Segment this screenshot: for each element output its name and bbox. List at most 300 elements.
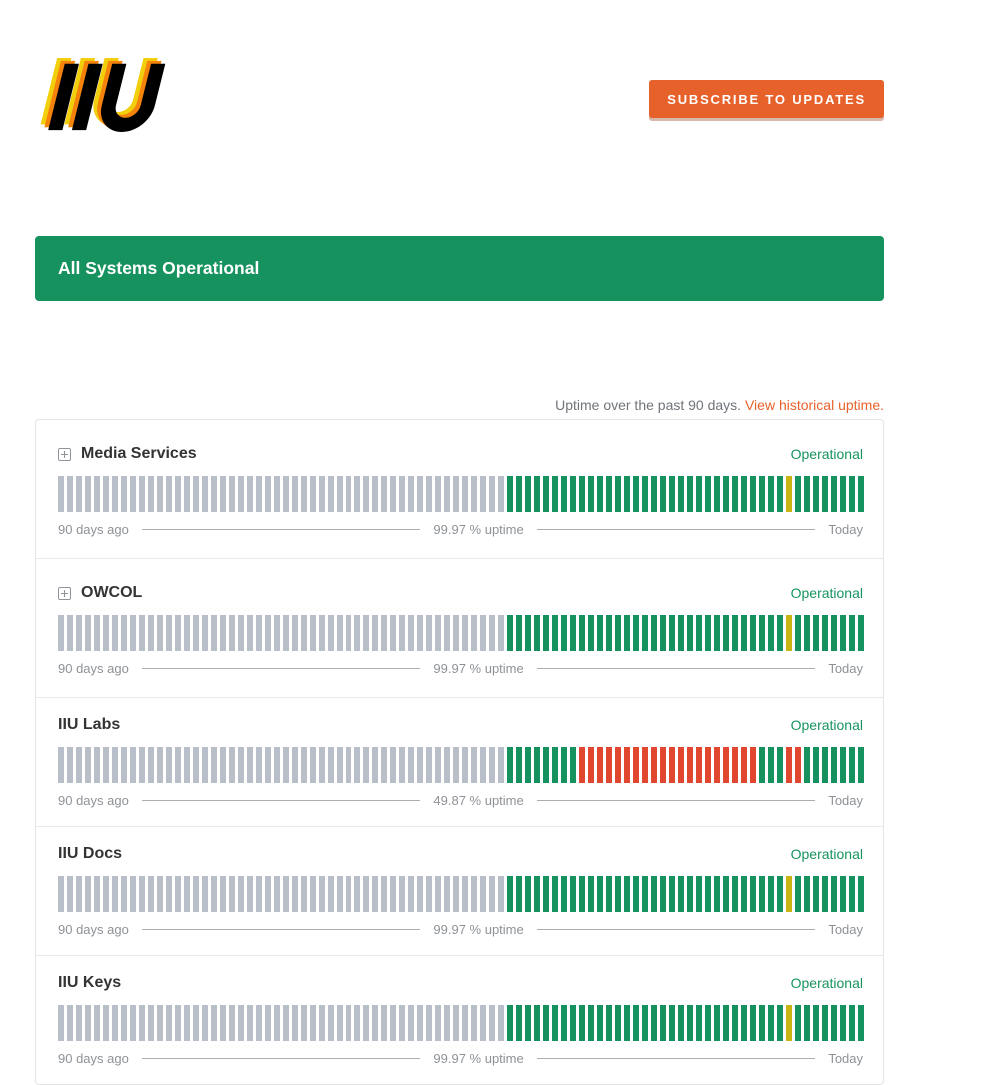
uptime-day-bar[interactable]: [337, 1005, 343, 1041]
uptime-day-bar[interactable]: [597, 615, 603, 651]
uptime-day-bar[interactable]: [346, 876, 352, 912]
uptime-day-bar[interactable]: [822, 476, 828, 512]
uptime-day-bar[interactable]: [525, 747, 531, 783]
uptime-day-bar[interactable]: [444, 615, 450, 651]
uptime-day-bar[interactable]: [193, 615, 199, 651]
uptime-day-bar[interactable]: [453, 476, 459, 512]
uptime-day-bar[interactable]: [67, 476, 73, 512]
uptime-day-bar[interactable]: [426, 1005, 432, 1041]
uptime-day-bar[interactable]: [103, 747, 109, 783]
uptime-day-bar[interactable]: [130, 876, 136, 912]
uptime-day-bar[interactable]: [615, 876, 621, 912]
uptime-day-bar[interactable]: [858, 1005, 864, 1041]
uptime-day-bar[interactable]: [561, 615, 567, 651]
uptime-day-bar[interactable]: [849, 476, 855, 512]
uptime-day-bar[interactable]: [714, 615, 720, 651]
uptime-day-bar[interactable]: [417, 876, 423, 912]
uptime-day-bar[interactable]: [777, 747, 783, 783]
uptime-day-bar[interactable]: [328, 476, 334, 512]
uptime-day-bar[interactable]: [606, 1005, 612, 1041]
uptime-day-bar[interactable]: [220, 1005, 226, 1041]
uptime-day-bar[interactable]: [408, 476, 414, 512]
uptime-day-bar[interactable]: [112, 1005, 118, 1041]
uptime-day-bar[interactable]: [301, 476, 307, 512]
uptime-day-bar[interactable]: [292, 747, 298, 783]
uptime-day-bar[interactable]: [498, 747, 504, 783]
uptime-day-bar[interactable]: [840, 1005, 846, 1041]
uptime-day-bar[interactable]: [831, 876, 837, 912]
uptime-day-bar[interactable]: [543, 1005, 549, 1041]
uptime-day-bar[interactable]: [103, 1005, 109, 1041]
uptime-day-bar[interactable]: [669, 876, 675, 912]
uptime-day-bar[interactable]: [121, 876, 127, 912]
uptime-day-bar[interactable]: [534, 1005, 540, 1041]
uptime-day-bar[interactable]: [750, 876, 756, 912]
uptime-day-bar[interactable]: [687, 747, 693, 783]
uptime-day-bar[interactable]: [732, 747, 738, 783]
uptime-day-bar[interactable]: [795, 1005, 801, 1041]
uptime-day-bar[interactable]: [435, 747, 441, 783]
uptime-day-bar[interactable]: [660, 1005, 666, 1041]
uptime-day-bar[interactable]: [319, 615, 325, 651]
uptime-day-bar[interactable]: [453, 1005, 459, 1041]
uptime-day-bar[interactable]: [319, 1005, 325, 1041]
uptime-day-bar[interactable]: [786, 476, 792, 512]
uptime-day-bar[interactable]: [58, 876, 64, 912]
uptime-day-bar[interactable]: [831, 1005, 837, 1041]
uptime-day-bar[interactable]: [858, 476, 864, 512]
uptime-day-bar[interactable]: [229, 876, 235, 912]
uptime-day-bar[interactable]: [696, 876, 702, 912]
uptime-day-bar[interactable]: [660, 476, 666, 512]
uptime-day-bar[interactable]: [426, 476, 432, 512]
uptime-day-bar[interactable]: [570, 615, 576, 651]
uptime-day-bar[interactable]: [58, 615, 64, 651]
uptime-day-bar[interactable]: [732, 876, 738, 912]
uptime-day-bar[interactable]: [597, 747, 603, 783]
uptime-day-bar[interactable]: [328, 747, 334, 783]
uptime-day-bar[interactable]: [381, 747, 387, 783]
uptime-day-bar[interactable]: [471, 476, 477, 512]
uptime-day-bar[interactable]: [202, 615, 208, 651]
uptime-day-bar[interactable]: [822, 747, 828, 783]
uptime-day-bar[interactable]: [678, 747, 684, 783]
uptime-day-bar[interactable]: [76, 615, 82, 651]
uptime-day-bar[interactable]: [489, 876, 495, 912]
uptime-day-bar[interactable]: [768, 615, 774, 651]
uptime-day-bar[interactable]: [139, 615, 145, 651]
uptime-day-bar[interactable]: [112, 876, 118, 912]
uptime-day-bar[interactable]: [705, 476, 711, 512]
uptime-day-bar[interactable]: [292, 876, 298, 912]
uptime-day-bar[interactable]: [274, 476, 280, 512]
uptime-day-bar[interactable]: [813, 1005, 819, 1041]
uptime-day-bar[interactable]: [166, 1005, 172, 1041]
uptime-day-bar[interactable]: [354, 476, 360, 512]
subscribe-to-updates-button[interactable]: SUBSCRIBE TO UPDATES: [649, 80, 884, 118]
uptime-day-bar[interactable]: [426, 747, 432, 783]
uptime-day-bar[interactable]: [705, 876, 711, 912]
uptime-day-bar[interactable]: [588, 876, 594, 912]
uptime-day-bar[interactable]: [103, 615, 109, 651]
uptime-day-bar[interactable]: [462, 1005, 468, 1041]
uptime-day-bar[interactable]: [175, 747, 181, 783]
uptime-day-bar[interactable]: [202, 876, 208, 912]
uptime-day-bar[interactable]: [381, 876, 387, 912]
uptime-day-bar[interactable]: [723, 876, 729, 912]
uptime-day-bar[interactable]: [723, 476, 729, 512]
uptime-day-bar[interactable]: [498, 876, 504, 912]
uptime-day-bar[interactable]: [417, 1005, 423, 1041]
uptime-day-bar[interactable]: [265, 1005, 271, 1041]
uptime-day-bar[interactable]: [283, 747, 289, 783]
uptime-day-bar[interactable]: [579, 476, 585, 512]
uptime-day-bar[interactable]: [561, 747, 567, 783]
uptime-day-bar[interactable]: [507, 876, 513, 912]
uptime-day-bar[interactable]: [498, 615, 504, 651]
uptime-day-bar[interactable]: [94, 876, 100, 912]
uptime-day-bar[interactable]: [354, 876, 360, 912]
uptime-day-bar[interactable]: [67, 615, 73, 651]
uptime-day-bar[interactable]: [292, 476, 298, 512]
uptime-day-bar[interactable]: [849, 876, 855, 912]
expand-plus-icon[interactable]: [58, 448, 71, 461]
uptime-day-bar[interactable]: [175, 476, 181, 512]
uptime-day-bar[interactable]: [579, 747, 585, 783]
uptime-day-bar[interactable]: [220, 876, 226, 912]
uptime-day-bar[interactable]: [193, 476, 199, 512]
uptime-day-bar[interactable]: [274, 876, 280, 912]
uptime-day-bar[interactable]: [337, 747, 343, 783]
uptime-day-bar[interactable]: [417, 747, 423, 783]
uptime-day-bar[interactable]: [283, 876, 289, 912]
uptime-day-bar[interactable]: [408, 747, 414, 783]
uptime-day-bar[interactable]: [301, 876, 307, 912]
uptime-day-bar[interactable]: [238, 615, 244, 651]
uptime-day-bar[interactable]: [274, 1005, 280, 1041]
uptime-day-bar[interactable]: [516, 1005, 522, 1041]
uptime-day-bar[interactable]: [714, 747, 720, 783]
uptime-day-bar[interactable]: [606, 747, 612, 783]
uptime-day-bar[interactable]: [633, 747, 639, 783]
uptime-day-bar[interactable]: [283, 615, 289, 651]
uptime-day-bar[interactable]: [633, 876, 639, 912]
uptime-day-bar[interactable]: [184, 876, 190, 912]
uptime-day-bar[interactable]: [750, 615, 756, 651]
uptime-day-bar[interactable]: [696, 747, 702, 783]
uptime-day-bar[interactable]: [58, 476, 64, 512]
uptime-day-bar[interactable]: [354, 747, 360, 783]
uptime-day-bar[interactable]: [534, 876, 540, 912]
uptime-day-bar[interactable]: [651, 1005, 657, 1041]
uptime-day-bar[interactable]: [813, 476, 819, 512]
uptime-day-bar[interactable]: [346, 476, 352, 512]
uptime-day-bar[interactable]: [175, 1005, 181, 1041]
uptime-day-bar[interactable]: [328, 1005, 334, 1041]
uptime-day-bar[interactable]: [319, 747, 325, 783]
uptime-day-bar[interactable]: [687, 476, 693, 512]
uptime-day-bar[interactable]: [229, 615, 235, 651]
uptime-day-bar[interactable]: [570, 1005, 576, 1041]
uptime-day-bar[interactable]: [175, 876, 181, 912]
uptime-day-bar[interactable]: [588, 476, 594, 512]
uptime-day-bar[interactable]: [705, 615, 711, 651]
uptime-day-bar[interactable]: [687, 876, 693, 912]
uptime-day-bar[interactable]: [669, 615, 675, 651]
uptime-day-bar[interactable]: [274, 615, 280, 651]
uptime-day-bar[interactable]: [804, 476, 810, 512]
uptime-day-bar[interactable]: [498, 1005, 504, 1041]
uptime-day-bar[interactable]: [265, 615, 271, 651]
uptime-day-bar[interactable]: [166, 876, 172, 912]
uptime-day-bar[interactable]: [660, 747, 666, 783]
uptime-day-bar[interactable]: [831, 747, 837, 783]
uptime-day-bar[interactable]: [202, 476, 208, 512]
view-historical-uptime-link[interactable]: View historical uptime.: [744, 397, 884, 413]
uptime-day-bar[interactable]: [732, 476, 738, 512]
uptime-day-bar[interactable]: [399, 747, 405, 783]
uptime-day-bar[interactable]: [768, 476, 774, 512]
uptime-day-bar[interactable]: [76, 476, 82, 512]
uptime-day-bar[interactable]: [238, 476, 244, 512]
uptime-day-bar[interactable]: [516, 615, 522, 651]
uptime-day-bar[interactable]: [768, 1005, 774, 1041]
uptime-day-bar[interactable]: [606, 876, 612, 912]
uptime-day-bar[interactable]: [444, 1005, 450, 1041]
uptime-day-bar[interactable]: [543, 747, 549, 783]
uptime-day-bar[interactable]: [516, 876, 522, 912]
uptime-day-bar[interactable]: [462, 876, 468, 912]
uptime-day-bar[interactable]: [813, 876, 819, 912]
uptime-day-bar[interactable]: [247, 1005, 253, 1041]
uptime-day-bar[interactable]: [759, 615, 765, 651]
uptime-day-bar[interactable]: [85, 1005, 91, 1041]
uptime-day-bar[interactable]: [363, 747, 369, 783]
uptime-day-bar[interactable]: [507, 1005, 513, 1041]
uptime-day-bar[interactable]: [777, 876, 783, 912]
uptime-day-bar[interactable]: [157, 476, 163, 512]
uptime-day-bar[interactable]: [660, 615, 666, 651]
uptime-day-bar[interactable]: [525, 615, 531, 651]
uptime-day-bar[interactable]: [130, 1005, 136, 1041]
uptime-day-bar[interactable]: [543, 476, 549, 512]
uptime-day-bar[interactable]: [552, 1005, 558, 1041]
uptime-day-bar[interactable]: [768, 876, 774, 912]
uptime-day-bar[interactable]: [714, 876, 720, 912]
uptime-day-bar[interactable]: [606, 615, 612, 651]
uptime-day-bar[interactable]: [184, 747, 190, 783]
uptime-day-bar[interactable]: [310, 876, 316, 912]
uptime-day-bar[interactable]: [426, 876, 432, 912]
uptime-day-bar[interactable]: [112, 615, 118, 651]
uptime-day-bar[interactable]: [337, 476, 343, 512]
uptime-day-bar[interactable]: [615, 476, 621, 512]
uptime-day-bar[interactable]: [301, 615, 307, 651]
uptime-day-bar[interactable]: [121, 615, 127, 651]
uptime-day-bar[interactable]: [319, 876, 325, 912]
uptime-day-bar[interactable]: [660, 876, 666, 912]
uptime-day-bar[interactable]: [579, 615, 585, 651]
uptime-day-bar[interactable]: [292, 615, 298, 651]
uptime-day-bar[interactable]: [822, 1005, 828, 1041]
uptime-day-bar[interactable]: [346, 1005, 352, 1041]
uptime-day-bar[interactable]: [354, 615, 360, 651]
uptime-day-bar[interactable]: [480, 1005, 486, 1041]
uptime-day-bar[interactable]: [337, 876, 343, 912]
uptime-day-bar[interactable]: [256, 1005, 262, 1041]
uptime-day-bar[interactable]: [633, 615, 639, 651]
uptime-day-bar[interactable]: [229, 476, 235, 512]
uptime-day-bar[interactable]: [148, 1005, 154, 1041]
uptime-day-bar[interactable]: [166, 747, 172, 783]
uptime-day-bar[interactable]: [112, 747, 118, 783]
uptime-day-bar[interactable]: [130, 747, 136, 783]
uptime-day-bar[interactable]: [624, 1005, 630, 1041]
uptime-day-bar[interactable]: [534, 476, 540, 512]
uptime-day-bar[interactable]: [184, 476, 190, 512]
uptime-day-bar[interactable]: [337, 615, 343, 651]
uptime-day-bar[interactable]: [588, 747, 594, 783]
uptime-day-bar[interactable]: [795, 476, 801, 512]
uptime-day-bar[interactable]: [552, 747, 558, 783]
uptime-day-bar[interactable]: [723, 1005, 729, 1041]
uptime-day-bar[interactable]: [157, 615, 163, 651]
uptime-day-bar[interactable]: [157, 747, 163, 783]
uptime-day-bar[interactable]: [624, 615, 630, 651]
uptime-day-bar[interactable]: [561, 476, 567, 512]
uptime-day-bar[interactable]: [381, 476, 387, 512]
uptime-day-bar[interactable]: [310, 476, 316, 512]
uptime-day-bar[interactable]: [543, 876, 549, 912]
uptime-day-bar[interactable]: [139, 1005, 145, 1041]
uptime-day-bar[interactable]: [184, 615, 190, 651]
expand-plus-icon[interactable]: [58, 587, 71, 600]
uptime-day-bar[interactable]: [705, 747, 711, 783]
uptime-day-bar[interactable]: [696, 615, 702, 651]
uptime-day-bar[interactable]: [148, 476, 154, 512]
uptime-day-bar[interactable]: [741, 1005, 747, 1041]
uptime-day-bar[interactable]: [624, 476, 630, 512]
uptime-day-bar[interactable]: [714, 1005, 720, 1041]
uptime-day-bar[interactable]: [840, 747, 846, 783]
uptime-day-bar[interactable]: [435, 476, 441, 512]
uptime-day-bar[interactable]: [435, 615, 441, 651]
uptime-day-bar[interactable]: [849, 747, 855, 783]
uptime-day-bar[interactable]: [552, 476, 558, 512]
uptime-day-bar[interactable]: [310, 615, 316, 651]
uptime-day-bar[interactable]: [157, 876, 163, 912]
uptime-day-bar[interactable]: [516, 476, 522, 512]
uptime-day-bar[interactable]: [390, 1005, 396, 1041]
uptime-day-bar[interactable]: [741, 747, 747, 783]
uptime-day-bar[interactable]: [777, 615, 783, 651]
uptime-day-bar[interactable]: [426, 615, 432, 651]
uptime-day-bar[interactable]: [561, 876, 567, 912]
uptime-day-bar[interactable]: [633, 1005, 639, 1041]
uptime-day-bar[interactable]: [804, 1005, 810, 1041]
uptime-day-bar[interactable]: [435, 1005, 441, 1041]
uptime-day-bar[interactable]: [256, 747, 262, 783]
uptime-day-bar[interactable]: [642, 876, 648, 912]
uptime-day-bar[interactable]: [85, 476, 91, 512]
uptime-day-bar[interactable]: [759, 1005, 765, 1041]
uptime-day-bar[interactable]: [310, 1005, 316, 1041]
uptime-day-bar[interactable]: [363, 1005, 369, 1041]
uptime-day-bar[interactable]: [768, 747, 774, 783]
uptime-day-bar[interactable]: [471, 615, 477, 651]
uptime-day-bar[interactable]: [408, 615, 414, 651]
uptime-day-bar[interactable]: [417, 615, 423, 651]
uptime-day-bar[interactable]: [471, 876, 477, 912]
uptime-day-bar[interactable]: [480, 615, 486, 651]
uptime-day-bar[interactable]: [103, 476, 109, 512]
uptime-day-bar[interactable]: [804, 615, 810, 651]
uptime-day-bar[interactable]: [148, 615, 154, 651]
uptime-day-bar[interactable]: [319, 476, 325, 512]
uptime-day-bar[interactable]: [732, 615, 738, 651]
uptime-day-bar[interactable]: [453, 876, 459, 912]
uptime-day-bar[interactable]: [67, 1005, 73, 1041]
uptime-day-bar[interactable]: [94, 476, 100, 512]
uptime-day-bar[interactable]: [139, 876, 145, 912]
uptime-day-bar[interactable]: [822, 876, 828, 912]
uptime-day-bar[interactable]: [58, 1005, 64, 1041]
uptime-day-bar[interactable]: [372, 615, 378, 651]
uptime-day-bar[interactable]: [588, 1005, 594, 1041]
uptime-day-bar[interactable]: [579, 876, 585, 912]
uptime-day-bar[interactable]: [211, 476, 217, 512]
uptime-day-bar[interactable]: [247, 876, 253, 912]
uptime-day-bar[interactable]: [85, 747, 91, 783]
uptime-day-bar[interactable]: [840, 615, 846, 651]
uptime-day-bar[interactable]: [283, 1005, 289, 1041]
uptime-day-bar[interactable]: [256, 876, 262, 912]
uptime-day-bar[interactable]: [175, 615, 181, 651]
uptime-day-bar[interactable]: [301, 1005, 307, 1041]
uptime-day-bar[interactable]: [480, 747, 486, 783]
uptime-day-bar[interactable]: [543, 615, 549, 651]
uptime-day-bar[interactable]: [525, 476, 531, 512]
uptime-day-bar[interactable]: [247, 615, 253, 651]
uptime-day-bar[interactable]: [202, 1005, 208, 1041]
uptime-day-bar[interactable]: [247, 747, 253, 783]
uptime-day-bar[interactable]: [193, 1005, 199, 1041]
uptime-day-bar[interactable]: [813, 615, 819, 651]
uptime-day-bar[interactable]: [211, 1005, 217, 1041]
uptime-day-bar[interactable]: [759, 876, 765, 912]
uptime-day-bar[interactable]: [552, 876, 558, 912]
uptime-day-bar[interactable]: [390, 876, 396, 912]
uptime-day-bar[interactable]: [750, 1005, 756, 1041]
uptime-day-bar[interactable]: [399, 876, 405, 912]
uptime-day-bar[interactable]: [489, 615, 495, 651]
uptime-day-bar[interactable]: [687, 615, 693, 651]
uptime-day-bar[interactable]: [534, 747, 540, 783]
uptime-day-bar[interactable]: [741, 476, 747, 512]
uptime-day-bar[interactable]: [489, 476, 495, 512]
uptime-day-bar[interactable]: [76, 1005, 82, 1041]
uptime-day-bar[interactable]: [229, 747, 235, 783]
uptime-day-bar[interactable]: [85, 876, 91, 912]
uptime-day-bar[interactable]: [705, 1005, 711, 1041]
uptime-day-bar[interactable]: [148, 876, 154, 912]
uptime-day-bar[interactable]: [615, 615, 621, 651]
uptime-day-bar[interactable]: [489, 747, 495, 783]
uptime-day-bar[interactable]: [166, 615, 172, 651]
uptime-day-bar[interactable]: [444, 876, 450, 912]
uptime-day-bar[interactable]: [130, 615, 136, 651]
uptime-day-bar[interactable]: [624, 747, 630, 783]
